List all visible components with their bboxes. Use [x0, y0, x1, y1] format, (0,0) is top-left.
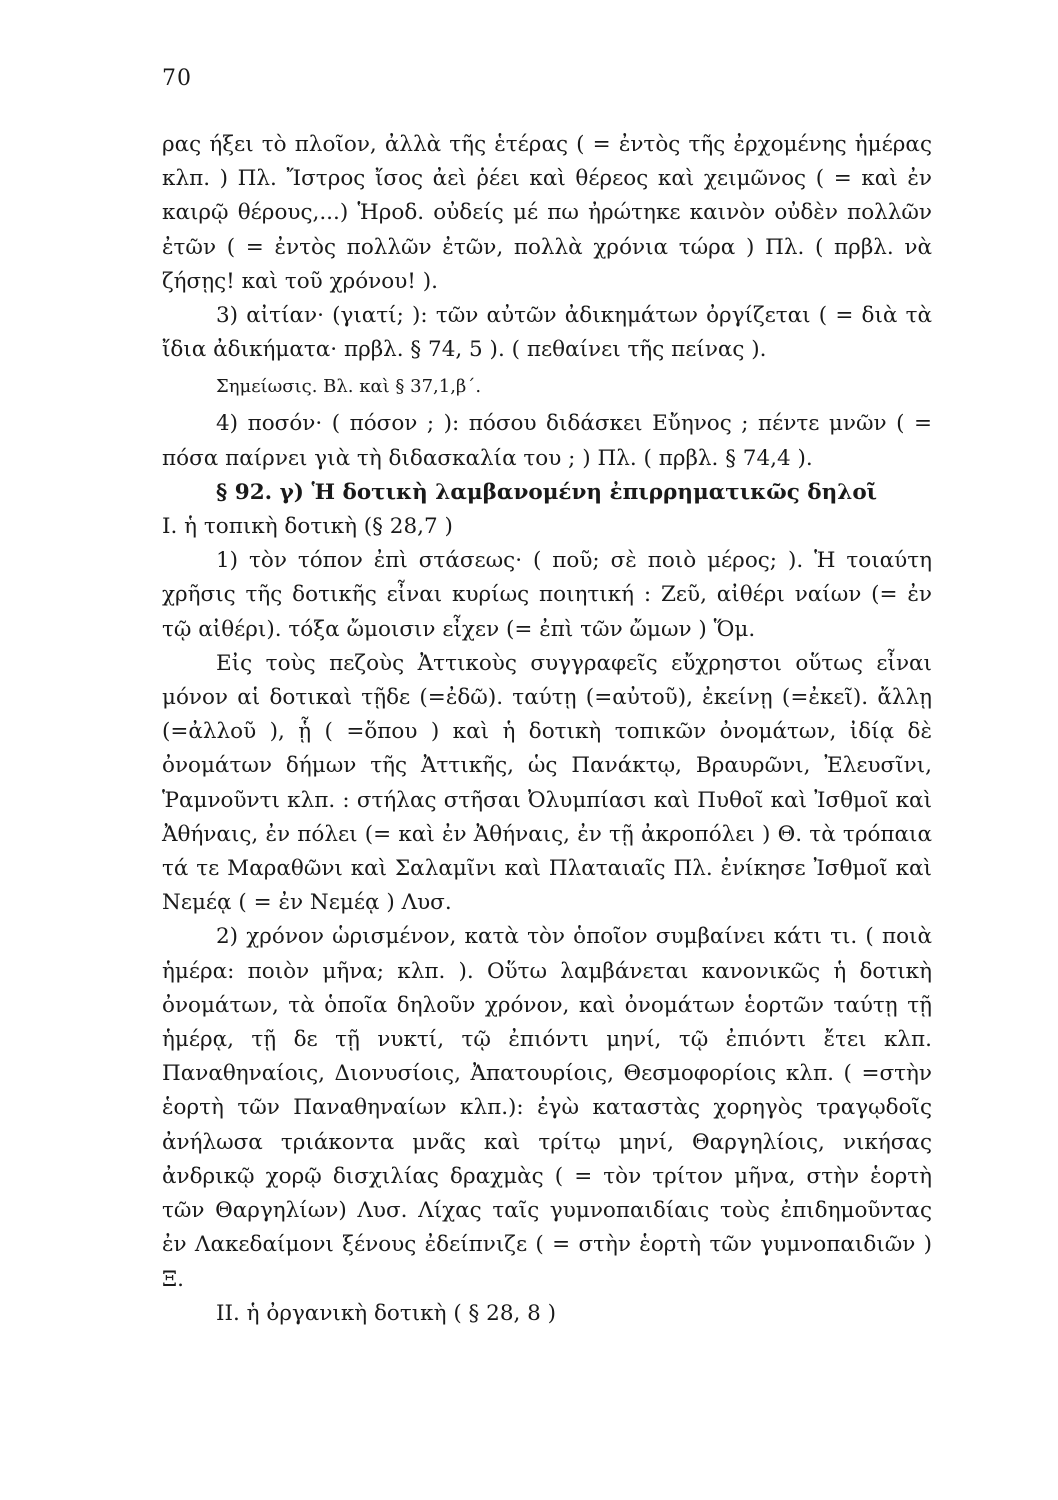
- note-remark: Σημείωσις. Βλ. καὶ § 37,1,β΄.: [216, 376, 482, 398]
- subheading-instrumental-dative: ΙΙ. ἡ ὀργανικὴ δοτικὴ ( § 28, 8 ): [216, 1300, 557, 1326]
- section-heading-92: § 92. γ) Ἡ δοτικὴ λαμβανομένη ἐπιρρηματικῶς δηλοῖ: [216, 479, 878, 505]
- paragraph-place: 1) τὸν τόπον ἐπὶ στάσεως· ( ποῦ; σὲ ποιὸ μέρος; ). Ἡ τοιαύτη χρῆσις τῆς δοτικῆς εἶναι κυρίως ποιητική : Ζεῦ, αἰθέρι ναίων (= ἐν τῷ αἰθέρι). τόξα ὤμοισιν εἶχεν (= ἐπὶ τῶν ὤμων ) Ὅμ.: [162, 548, 932, 642]
- subheading-local-dative: Ι. ἡ τοπικὴ δοτικὴ (§ 28,7 ): [162, 514, 453, 540]
- paragraph-cause: 3) αἰτίαν· (γιατί; ): τῶν αὐτῶν ἀδικημάτων ὀργίζεται ( = διὰ τὰ ἴδια ἀδικήματα· πρβλ. § 74, 5 ). ( πεθαίνει τῆς πείνας ).: [162, 303, 932, 363]
- page-body: [162, 128, 932, 1331]
- paragraph-prose-usage: Εἰς τοὺς πεζοὺς Ἀττικοὺς συγγραφεῖς εὔχρηστοι οὕτως εἶναι μόνον αἱ δοτικαὶ τῇδε (=ἐδῶ). ταύτῃ (=αὐτοῦ), ἐκείνῃ (=ἐκεῖ). ἄλλῃ (=ἀλλοῦ ), ᾗ ( =ὅπου ) καὶ ἡ δοτικὴ τοπικῶν ὀνομάτων, ἰδίᾳ δὲ ὀνομάτων δήμων τῆς Ἀττικῆς, ὡς Πανάκτῳ, Βραυρῶνι, Ἐλευσῖνι, Ῥαμνοῦντι κλπ. : στήλας στῆσαι Ὀλυμπίασι καὶ Πυθοῖ καὶ Ἰσθμοῖ καὶ Ἀθήναις, ἐν πόλει (= καὶ ἐν Ἀθήναις, ἐν τῇ ἀκροπόλει ) Θ. τὰ τρόπαια τά τε Μαραθῶνι καὶ Σαλαμῖνι καὶ Πλαταιαῖς Πλ. ἐνίκησε Ἰσθμοῖ καὶ Νεμέᾳ ( = ἐν Νεμέᾳ ) Λυσ.: [162, 650, 932, 916]
- page-number: 70: [162, 66, 192, 91]
- paragraph-continuation: ρας ήξει τὸ πλοῖον, ἀλλὰ τῆς ἑτέρας ( = ἐντὸς τῆς ἐρχομένης ἡμέρας κλπ. ) Πλ. Ἴστρος ἴσος ἀεὶ ῥέει καὶ θέρεος καὶ χειμῶνος ( = καὶ ἐν καιρῷ θέρους,...) Ἡροδ. οὐδείς μέ πω ἠρώτηκε καινὸν οὐδὲν πολλῶν ἐτῶν ( = ἐντὸς πολλῶν ἐτῶν, πολλὰ χρόνια τώρα ) Πλ. ( πρβλ. νὰ ζήσῃς! καὶ τοῦ χρόνου! ).: [162, 132, 932, 294]
- paragraph-time: 2) χρόνον ὡρισμένον, κατὰ τὸν ὁποῖον συμβαίνει κάτι τι. ( ποιὰ ἡμέρα: ποιὸν μῆνα; κλπ. ). Οὕτω λαμβάνεται κανονικῶς ἡ δοτικὴ ὀνομάτων, τὰ ὁποῖα δηλοῦν χρόνον, καὶ ὀνομάτων ἑορτῶν ταύτῃ τῇ ἡμέρᾳ, τῇ δε τῇ νυκτί, τῷ ἐπιόντι μηνί, τῷ ἐπιόντι ἔτει κλπ. Παναθηναίοις, Διονυσίοις, Ἀπατουρίοις, Θεσμοφορίοις κλπ. ( =στὴν ἑορτὴ τῶν Παναθηναίων κλπ.): ἐγὼ καταστὰς χορηγὸς τραγῳδοῖς ἀνήλωσα τριάκοντα μνᾶς καὶ τρίτῳ μηνί, Θαργηλίοις, νικήσας ἀνδρικῷ χορῷ δισχιλίας δραχμὰς ( = τὸν τρίτον μῆνα, στὴν ἑορτὴ τῶν Θαργηλίων) Λυσ. Λίχας ταῖς γυμνοπαιδίαις τοὺς ἐπιδημοῦντας ἐν Λακεδαίμονι ξένους ἐδείπνιζε ( = στὴν ἑορτὴ τῶν γυμνοπαιδιῶν ) Ξ.: [162, 924, 932, 1292]
- paragraph-quantity: 4) ποσόν· ( πόσον ; ): πόσου διδάσκει Εὔηνος ; πέντε μνῶν ( = πόσα παίρνει γιὰ τὴ διδασκαλία του ; ) Πλ. ( πρβλ. § 74,4 ).: [162, 411, 932, 471]
